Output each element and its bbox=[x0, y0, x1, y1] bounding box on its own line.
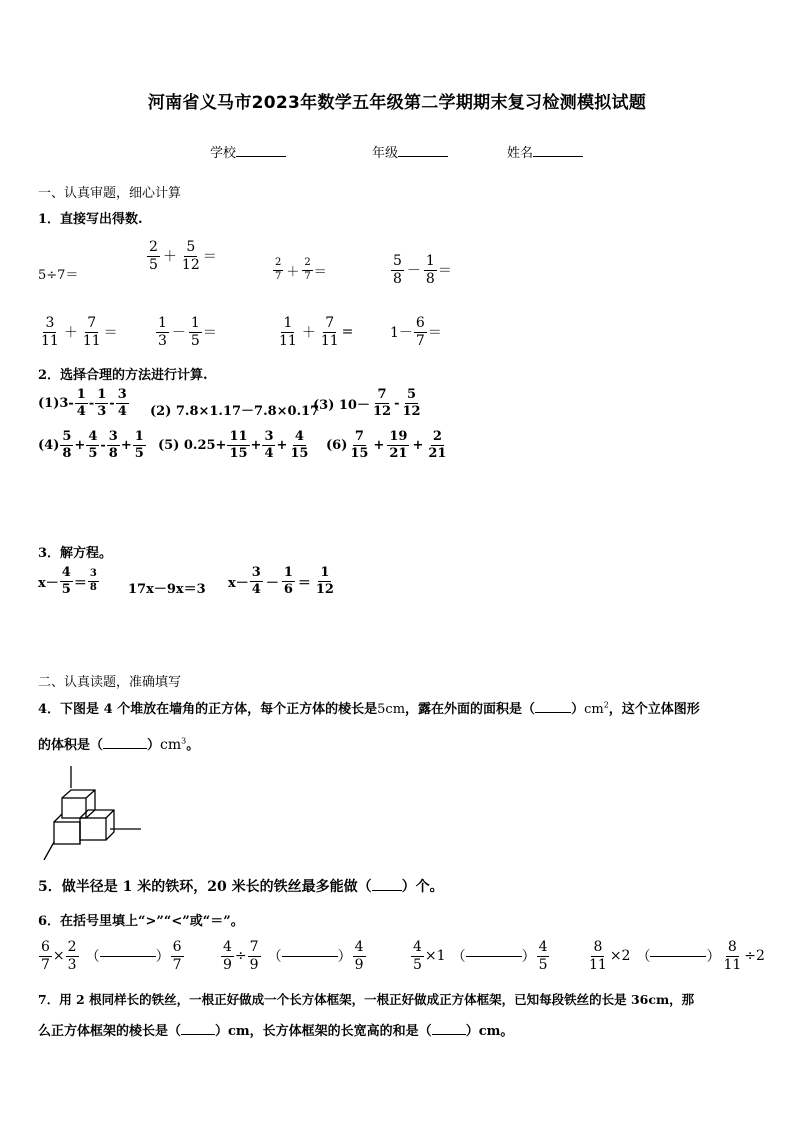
fraction: $\frac{1}{8}$ bbox=[425, 253, 435, 287]
fraction: $\frac{19}{21}$ bbox=[389, 429, 408, 461]
q1-item-7: $\frac{1}{11}$ ＋ $\frac{7}{11}$ = bbox=[279, 315, 354, 349]
fraction: $\frac{4}{5}$ bbox=[61, 565, 71, 597]
fraction: $\frac{4}{5}$ bbox=[413, 939, 422, 973]
grade-field[interactable] bbox=[372, 142, 448, 161]
name-label: 姓名 bbox=[507, 146, 534, 161]
fraction: $\frac{3}{8}$ bbox=[108, 429, 118, 461]
fraction: $\frac{7}{15}$ bbox=[350, 429, 369, 461]
section1-heading: 一、认真审题，细心计算 bbox=[38, 186, 182, 201]
fraction: $\frac{4}{15}$ bbox=[290, 429, 309, 461]
fraction: $\frac{1}{12}$ bbox=[315, 565, 334, 597]
fraction: $\frac{3}{4}$ bbox=[117, 387, 127, 419]
fraction: $\frac{8}{11}$ bbox=[589, 939, 607, 973]
q4-blank-volume[interactable] bbox=[103, 748, 147, 749]
q2-part-6: (6) $\frac{7}{15}$ + $\frac{19}{21}$ + $\frac{2}{21}$ bbox=[326, 429, 447, 461]
fraction: $\frac{1}{6}$ bbox=[283, 565, 293, 597]
fraction: $\frac{2}{7}$ bbox=[304, 257, 311, 282]
q6-blank-1[interactable] bbox=[100, 956, 156, 957]
q6-blank-2[interactable] bbox=[282, 956, 338, 957]
fraction: $\frac{3}{4}$ bbox=[264, 429, 274, 461]
school-blank[interactable] bbox=[236, 156, 286, 157]
fraction: $\frac{1}{5}$ bbox=[190, 315, 200, 349]
q2-label: 2．选择合理的方法进行计算. bbox=[38, 368, 208, 383]
section2-heading: 二、认真读题，准确填写 bbox=[38, 675, 182, 690]
fraction: $\frac{5}{8}$ bbox=[62, 429, 72, 461]
q3-equation-1: x－ $\frac{4}{5}$ ＝ $\frac{3}{8}$ bbox=[38, 565, 97, 597]
fraction: $\frac{1}{3}$ bbox=[158, 315, 167, 349]
q1-item-5: $\frac{3}{11}$ ＋ $\frac{7}{11}$ ＝ bbox=[41, 315, 118, 349]
q6-item-3: $\frac{4}{5}$ ×1 （ ） $\frac{4}{5}$ bbox=[413, 939, 548, 973]
q6-label: 6．在括号里填上“>”“<”或“＝”。 bbox=[38, 914, 244, 929]
q6-item-1: $\frac{6}{7}$ × $\frac{2}{3}$ （ ） $\frac{6}{7}$ bbox=[41, 939, 182, 973]
q2-part-5: (5) 0.25+ $\frac{11}{15}$ + $\frac{3}{4}$ + $\frac{4}{15}$ bbox=[158, 429, 309, 461]
q4-blank-area[interactable] bbox=[535, 712, 571, 713]
q2-part-4: (4) $\frac{5}{8}$ + $\frac{4}{5}$ - $\frac{3}{8}$ + $\frac{1}{5}$ bbox=[38, 429, 144, 461]
q2-part-2: (2) 7.8×1.17－7.8×0.17 bbox=[150, 404, 320, 419]
q3-equation-3: x－ $\frac{3}{4}$ － $\frac{1}{6}$ ＝ $\frac{1}{12}$ bbox=[228, 565, 334, 597]
q1-item-4: $\frac{5}{8}$ － $\frac{1}{8}$ ＝ bbox=[393, 253, 452, 287]
wall-edge-diagonal bbox=[44, 842, 54, 860]
fraction: $\frac{1}{3}$ bbox=[97, 387, 107, 419]
school-field[interactable] bbox=[210, 142, 286, 161]
fraction: $\frac{4}{5}$ bbox=[538, 939, 548, 973]
fraction: $\frac{1}{11}$ bbox=[279, 315, 297, 349]
fraction: $\frac{5}{12}$ bbox=[181, 239, 200, 273]
q7-line-2: 么正方体框架的棱长是（ ）cm，长方体框架的长宽高的和是（ ）cm。 bbox=[38, 1024, 514, 1039]
q1-label: 1．直接写出得数. bbox=[38, 212, 143, 227]
q7-blank-2[interactable] bbox=[432, 1034, 466, 1035]
fraction: $\frac{7}{11}$ bbox=[320, 315, 339, 349]
fraction: $\frac{3}{8}$ bbox=[89, 568, 97, 593]
fraction: $\frac{8}{11}$ bbox=[723, 939, 742, 973]
fraction: $\frac{4}{5}$ bbox=[88, 429, 98, 461]
page-title: 河南省义马市2023年数学五年级第二学期期末复习检测模拟试题 bbox=[147, 93, 647, 113]
fraction: $\frac{2}{3}$ bbox=[67, 939, 77, 973]
school-label: 学校 bbox=[210, 146, 237, 161]
q1-item-3: $\frac{2}{7}$ ＋ $\frac{2}{7}$ ＝ bbox=[275, 257, 327, 282]
cube-stack-figure bbox=[40, 766, 146, 864]
q2-part-1: (1)3- $\frac{1}{4}$ - $\frac{1}{3}$ - $\frac{3}{4}$ bbox=[38, 387, 127, 419]
q3-equation-2: 17x－9x＝3 bbox=[128, 582, 206, 597]
q1-item-6: $\frac{1}{3}$ － $\frac{1}{5}$ ＝ bbox=[158, 315, 217, 349]
grade-label: 年级 bbox=[372, 146, 399, 161]
q4-line-1: 4．下图是 4 个堆放在墙角的正方体，每个正方体的棱长是5cm，露在外面的面积是（ ）$cm^2$，这个立体图形 bbox=[38, 700, 700, 717]
fraction: $\frac{6}{7}$ bbox=[415, 315, 425, 349]
fraction: $\frac{2}{7}$ bbox=[275, 257, 282, 282]
fraction: $\frac{7}{9}$ bbox=[249, 939, 259, 973]
q5: 5．做半径是 1 米的铁环，20 米长的铁丝最多能做（ ）个。 bbox=[38, 879, 444, 895]
name-field[interactable] bbox=[507, 142, 583, 161]
q7-line-1: 7．用 2 根同样长的铁丝，一根正好做成一个长方体框架，一根正好做成正方体框架，已知每段铁丝的长是 36cm，那 bbox=[38, 992, 695, 1007]
q6-item-2: $\frac{4}{9}$ ÷ $\frac{7}{9}$ （ ） $\frac{4}{9}$ bbox=[223, 939, 364, 973]
q1-item-2: $\frac{2}{5}$ ＋ $\frac{5}{12}$ ＝ bbox=[149, 239, 217, 273]
fraction: $\frac{3}{4}$ bbox=[251, 565, 261, 597]
fraction: $\frac{5}{12}$ bbox=[402, 387, 421, 419]
fraction: $\frac{6}{7}$ bbox=[41, 939, 50, 973]
fraction: $\frac{7}{11}$ bbox=[82, 315, 101, 349]
fraction: $\frac{7}{12}$ bbox=[372, 387, 392, 419]
q6-item-4: $\frac{8}{11}$ ×2 （ ） $\frac{8}{11}$ ÷2 bbox=[589, 939, 765, 973]
q7-blank-1[interactable] bbox=[181, 1034, 215, 1035]
q1-item-1: 5÷7＝ bbox=[38, 268, 79, 283]
fraction: $\frac{2}{21}$ bbox=[428, 429, 447, 461]
fraction: $\frac{5}{8}$ bbox=[393, 253, 402, 287]
q3-label: 3．解方程。 bbox=[38, 546, 113, 561]
q6-blank-4[interactable] bbox=[650, 956, 706, 957]
fraction: $\frac{3}{11}$ bbox=[41, 315, 59, 349]
fraction: $\frac{6}{7}$ bbox=[172, 939, 182, 973]
fraction: $\frac{1}{5}$ bbox=[134, 429, 144, 461]
name-blank[interactable] bbox=[533, 156, 583, 157]
fraction: $\frac{1}{4}$ bbox=[76, 387, 86, 419]
q4-line-2: 的体积是（ ）$cm^3$。 bbox=[38, 736, 200, 753]
q2-part-3: (3) 10－ $\frac{7}{12}$ - $\frac{5}{12}$ bbox=[313, 387, 421, 419]
fraction: $\frac{4}{9}$ bbox=[354, 939, 364, 973]
q6-blank-3[interactable] bbox=[466, 956, 522, 957]
q5-blank[interactable] bbox=[372, 890, 402, 891]
fraction: $\frac{2}{5}$ bbox=[149, 239, 158, 273]
q1-item-8: 1－ $\frac{6}{7}$ ＝ bbox=[390, 315, 442, 349]
grade-blank[interactable] bbox=[398, 156, 448, 157]
fraction: $\frac{4}{9}$ bbox=[223, 939, 232, 973]
fraction: $\frac{11}{15}$ bbox=[229, 429, 248, 461]
